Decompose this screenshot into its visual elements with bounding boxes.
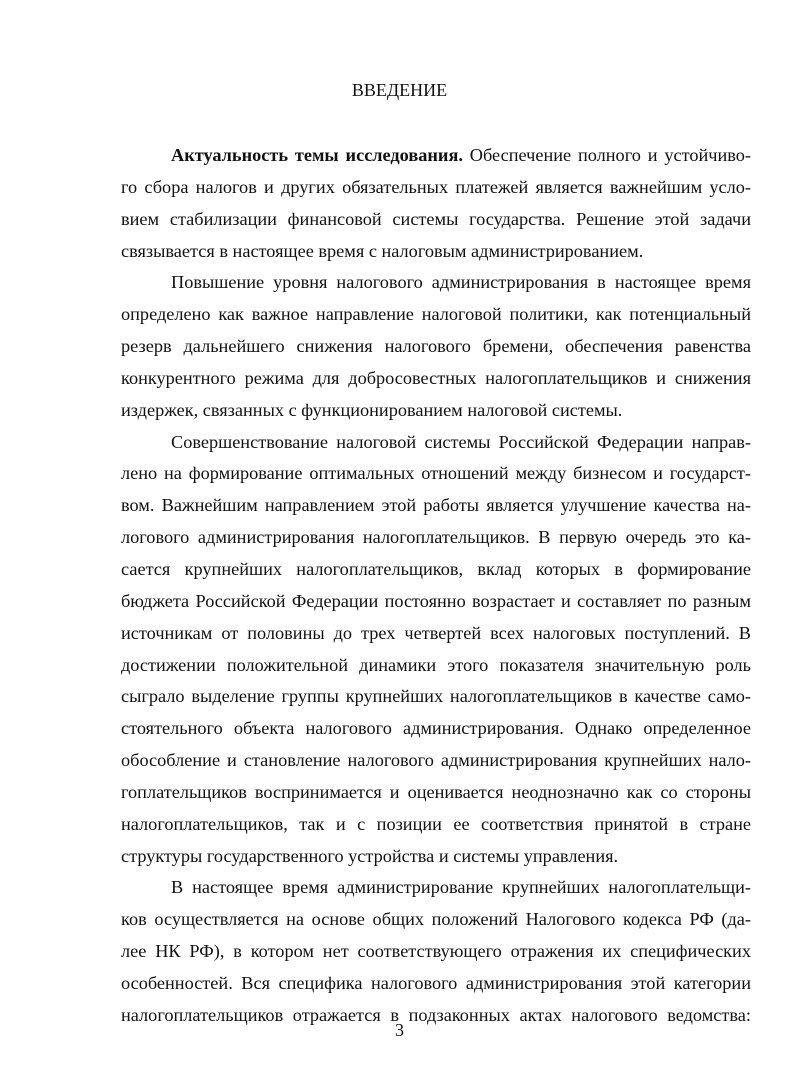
- text-line: го сбора налогов и других обязательных платежей является важнейшим усло-: [121, 176, 751, 197]
- text-line: резерв дальнейшего снижения налогового бремени, обеспечения равенства: [121, 336, 751, 357]
- text-line: особенностей. Вся специфика налогового администрирования этой категории: [121, 972, 751, 993]
- text-line: обособление и становление налогового администрирования крупнейших нало-: [121, 750, 751, 771]
- text-line: Совершенствование налоговой системы Российской Федерации направ-: [171, 431, 751, 452]
- text-line: определено как важное направление налоговой политики, как потенциальный: [121, 304, 751, 325]
- text-line: источникам от половины до трех четвертей всех налоговых поступлений. В: [121, 622, 751, 643]
- text-line: ков осуществляется на основе общих положений Налогового кодекса РФ (да-: [121, 909, 751, 930]
- text-line: стоятельного объекта налогового администрирования. Однако определенное: [121, 718, 751, 739]
- text-line: конкурентного режима для добросовестных налогоплательщиков и снижения: [121, 367, 751, 388]
- text-line: лено на формирование оптимальных отношений между бизнесом и государст-: [121, 463, 751, 484]
- text-line: структуры государственного устройства и системы управления.: [121, 845, 619, 866]
- text-line: [121, 140, 751, 172]
- text-line: гоплательщиков воспринимается и оценивается неоднозначно как со стороны: [121, 781, 751, 802]
- text-line: издержек, связанных с функционированием налоговой системы.: [121, 399, 623, 420]
- text-line: налогоплательщиков, так и с позиции ее соответствия принятой в стране: [121, 813, 751, 834]
- body-text: [121, 140, 751, 1032]
- lead-phrase: Актуальность темы исследования.: [171, 145, 463, 165]
- text-line: лее НК РФ), в котором нет соответствующего отражения их специфических: [121, 941, 751, 962]
- text-line: логового администрирования налогоплательщиков. В первую очередь это ка-: [121, 527, 751, 548]
- text-line: Повышение уровня налогового администрирования в настоящее время: [171, 272, 751, 293]
- text-line: сыграло выделение группы крупнейших налогоплательщиков в качестве само-: [121, 686, 751, 707]
- text-line-fragment: Обеспечение полного и устойчиво-: [462, 145, 751, 165]
- text-line: В настоящее время администрирование крупнейших налогоплательщи-: [171, 877, 751, 898]
- text-line: налогоплательщиков отражается в подзаконных актах налогового ведомства:: [121, 1004, 751, 1025]
- text-line: связывается в настоящее время с налоговым администрированием.: [121, 240, 644, 261]
- text-line: сается крупнейших налогоплательщиков, вклад которых в формирование: [121, 558, 751, 579]
- text-line: вием стабилизации финансовой системы государства. Решение этой задачи: [121, 208, 751, 229]
- page-title: ВВЕДЕНИЕ: [351, 80, 448, 100]
- text-line: вом. Важнейшим направлением этой работы является улучшение качества на-: [121, 495, 751, 516]
- text-line: бюджета Российской Федерации постоянно возрастает и составляет по разным: [121, 590, 751, 611]
- page-number: 3: [395, 1020, 404, 1040]
- text-line: достижении положительной динамики этого показателя значительную роль: [121, 654, 751, 675]
